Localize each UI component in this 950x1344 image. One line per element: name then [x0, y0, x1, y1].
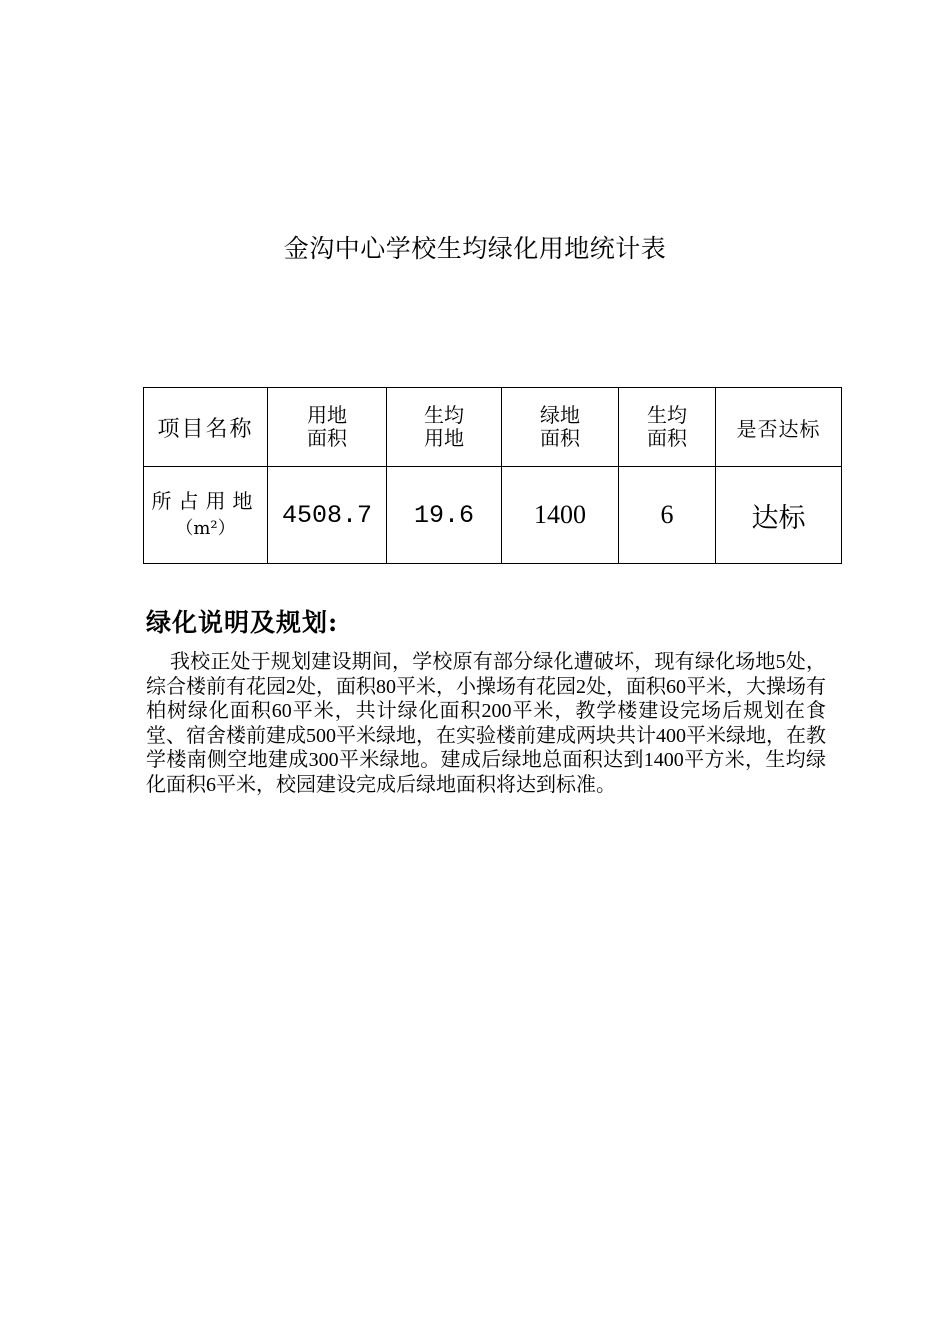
header-per-student-green-line2: 面积	[647, 426, 687, 450]
header-land-area-line2: 面积	[307, 426, 347, 450]
section-body-paragraph: 我校正处于规划建设期间，学校原有部分绿化遭破坏，现有绿化场地5处，综合楼前有花园2处，面积80平米，小操场有花园2处，面积60平米，大操场有柏树绿化面积60平米，共计绿化面积200平米，教学楼建设完场后规划在食堂、宿舍楼前建成500平米绿地，在实验楼前建成两块共计400平米绿地，在教学楼南侧空地建成300平米绿地。建成后绿地总面积达到1400平方米，生均绿化面积6平米，校园建设完成后绿地面积将达到标准。	[146, 651, 826, 796]
row-label-cell	[144, 467, 268, 564]
header-meets-standard-label: 是否达标	[736, 416, 821, 441]
statistics-table	[143, 387, 842, 564]
header-per-student-green	[619, 388, 716, 467]
header-per-student-land-line1: 生均	[424, 403, 464, 427]
header-item-name	[144, 388, 268, 467]
table-row	[144, 467, 842, 564]
value-meets-standard: 达标	[751, 502, 806, 534]
value-land-area: 4508.7	[281, 500, 372, 530]
cell-per-student-land	[387, 467, 502, 564]
cell-green-area	[502, 467, 619, 564]
row-label: 所占用地	[151, 489, 260, 513]
row-unit: （m²）	[175, 518, 236, 539]
header-green-area	[502, 388, 619, 467]
header-green-area-line1: 绿地	[540, 403, 580, 427]
value-per-student-land: 19.6	[413, 500, 474, 530]
value-green-area: 1400	[534, 500, 586, 529]
page-title: 金沟中心学校生均绿化用地统计表	[283, 234, 667, 263]
header-per-student-green-line1: 生均	[647, 403, 687, 427]
header-meets-standard	[716, 388, 842, 467]
header-green-area-line2: 面积	[540, 426, 580, 450]
table-header-row	[144, 388, 842, 467]
header-land-area-line1: 用地	[307, 403, 347, 427]
cell-meets-standard	[716, 467, 842, 564]
cell-land-area	[268, 467, 387, 564]
header-item-name-label: 项目名称	[157, 416, 254, 442]
header-per-student-land	[387, 388, 502, 467]
header-per-student-land-line2: 用地	[424, 426, 464, 450]
header-land-area	[268, 388, 387, 467]
value-per-student-green: 6	[660, 500, 674, 529]
cell-per-student-green	[619, 467, 716, 564]
section-heading: 绿化说明及规划:	[146, 608, 339, 637]
